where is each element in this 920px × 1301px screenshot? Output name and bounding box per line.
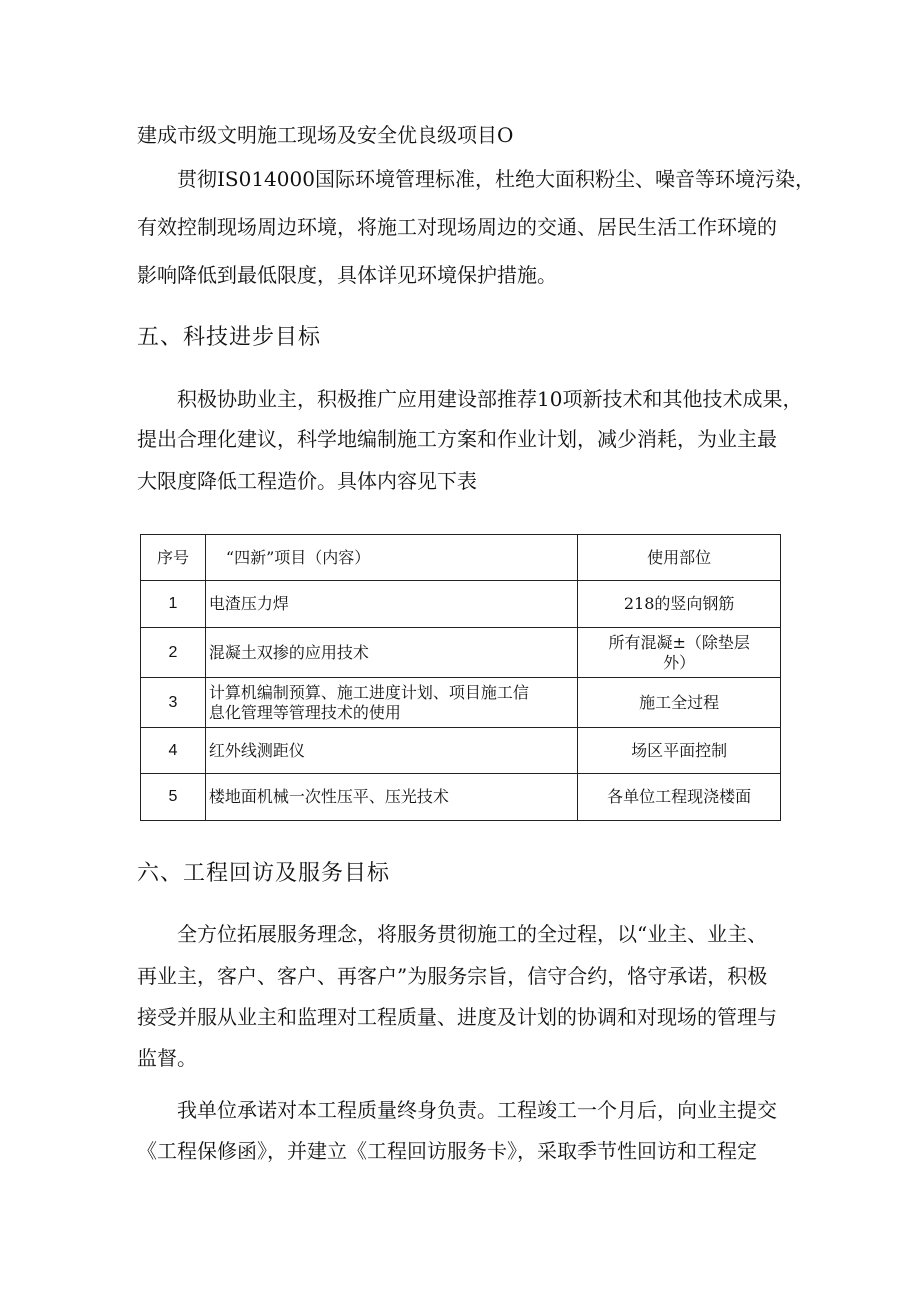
header-seq: 序号: [141, 535, 206, 581]
row-usage-line: 外）: [663, 652, 696, 672]
row-item-line: 计算机编制预算、施工进度计划、项目施工信: [208, 682, 529, 702]
section-heading-5: 五、科技进步目标: [137, 325, 322, 350]
row-item: 红外线测距仪: [205, 728, 577, 774]
paragraph-line: 贯彻IS014000国际环境管理标准，杜绝大面积粉尘、噪音等环境污染，: [177, 167, 815, 191]
paragraph-line: 积极协助业主，积极推广应用建设部推荐10项新技术和其他技术成果，: [177, 387, 803, 411]
paragraph-line: 接受并服从业主和监理对工程质量、进度及计划的协调和对现场的管理与: [137, 1005, 777, 1029]
table-row: [141, 774, 781, 821]
table-row: [141, 581, 781, 628]
row-item: 混凝土双掺的应用技术: [205, 628, 577, 678]
row-item: 楼地面机械一次性压平、压光技术: [205, 774, 577, 821]
row-usage: 各单位工程现浇楼面: [578, 774, 781, 821]
four-new-technologies-table: [140, 534, 781, 821]
row-usage: [578, 628, 781, 678]
table-header-row: [141, 535, 781, 581]
paragraph-line: 再业主，客户、客户、再客户”为服务宗旨，信守合约，恪守承诺，积极: [137, 964, 768, 988]
paragraph-line: 影响降低到最低限度，具体详见环境保护措施。: [137, 263, 557, 287]
paragraph-line: 有效控制现场周边环境，将施工对现场周边的交通、居民生活工作环境的: [137, 215, 777, 239]
paragraph-line: 我单位承诺对本工程质量终身负责。工程竣工一个月后，向业主提交: [177, 1098, 777, 1122]
paragraph-line: 提出合理化建议，科学地编制施工方案和作业计划，减少消耗，为业主最: [137, 427, 777, 451]
row-usage: 218的竖向钢筋: [578, 581, 781, 628]
table-row: [141, 628, 781, 678]
header-usage: 使用部位: [578, 535, 781, 581]
paragraph-line: 建成市级文明施工现场及安全优良级项目O: [137, 123, 514, 147]
row-seq: 4: [141, 728, 206, 774]
row-seq: 1: [141, 581, 206, 628]
row-seq: 5: [141, 774, 206, 821]
section-heading-6: 六、工程回访及服务目标: [137, 861, 391, 886]
paragraph-line: 监督。: [137, 1046, 197, 1070]
row-seq: 2: [141, 628, 206, 678]
row-seq: 3: [141, 678, 206, 728]
header-item: “四新”项目（内容）: [205, 535, 577, 581]
row-item: 电渣压力焊: [205, 581, 577, 628]
paragraph-line: 全方位拓展服务理念，将服务贯彻施工的全过程，以“业主、业主、: [177, 922, 768, 946]
table-row: [141, 678, 781, 728]
row-item-line: 息化管理等管理技术的使用: [208, 702, 401, 722]
row-usage-line: 所有混凝±（除垫层: [608, 632, 750, 652]
paragraph-line: 《工程保修函》，并建立《工程回访服务卡》，采取季节性回访和工程定: [137, 1139, 757, 1163]
row-usage: 施工全过程: [578, 678, 781, 728]
row-usage: 场区平面控制: [578, 728, 781, 774]
row-item: [205, 678, 577, 728]
paragraph-line: 大限度降低工程造价。具体内容见下表: [137, 469, 477, 493]
table-row: [141, 728, 781, 774]
